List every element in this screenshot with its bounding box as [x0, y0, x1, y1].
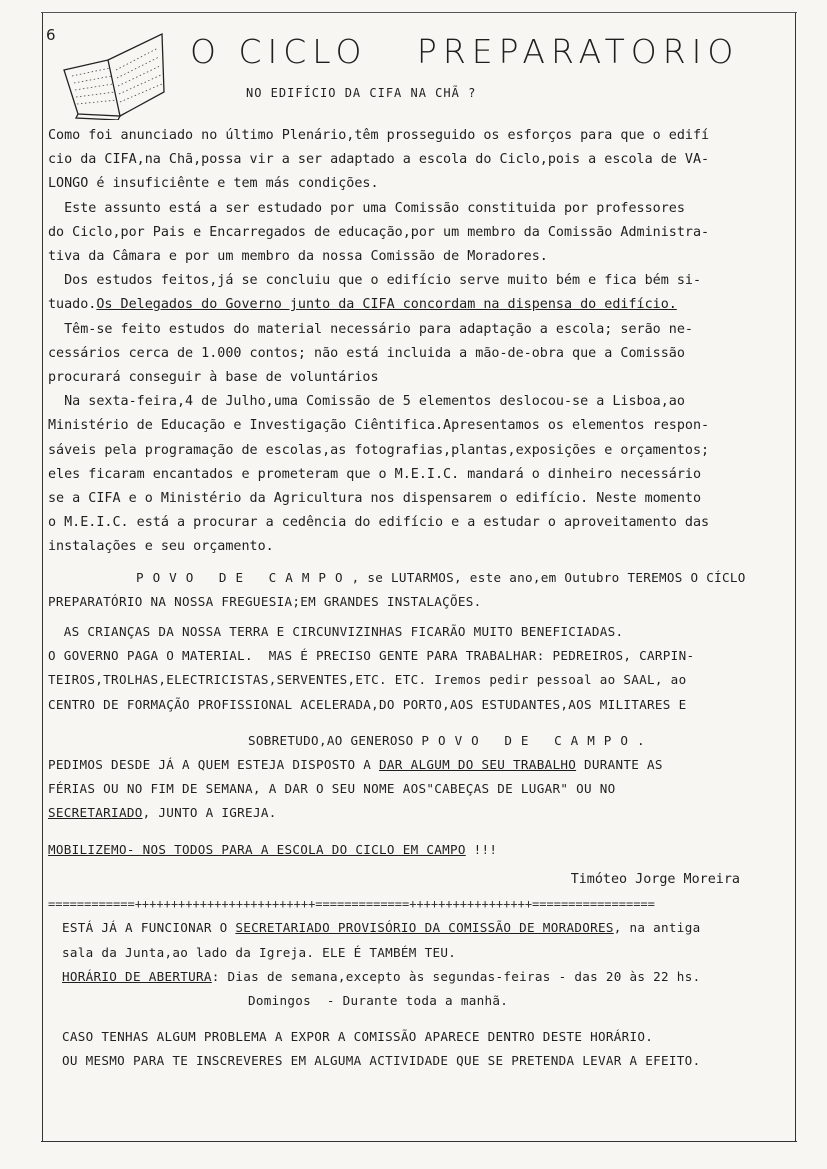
open-book-icon [60, 30, 170, 120]
notice-hours [48, 965, 798, 989]
para3-line: Dos estudos feitos,já se concluiu que o edifício serve muito bém e fica bém si- [48, 273, 702, 289]
para5-line: instalações e seu orçamento. [48, 539, 274, 555]
para5-line: eles ficaram encantados e prometeram que o M.E.I.C. mandará o dinheiro necessário [48, 466, 702, 482]
para8-line [48, 729, 798, 753]
text-span: SOBRETUDO,AO GENEROSO [248, 732, 422, 748]
article-body [48, 124, 798, 1074]
para4-line: cessários cerca de 1.000 contos; não está incluida a mão-de-obra que a Comissão [48, 345, 685, 361]
notice-line [48, 916, 798, 940]
signature: Timóteo Jorge Moreira [570, 871, 740, 887]
para8-line [48, 801, 798, 825]
page-number: 6 [46, 26, 56, 44]
para7-line: AS CRIANÇAS DA NOSSA TERRA E CIRCUNVIZINHAS FICARÃO MUITO BENEFICIADAS. [48, 624, 624, 640]
para7-line: TEIROS,TROLHAS,ELECTRICISTAS,SERVENTES,ETC. ETC. Iremos pedir pessoal ao SAAL, ao [48, 672, 687, 688]
para2-line: do Ciclo,por Pais e Encarregados de educação,por um membro da Comissão Administra- [48, 224, 710, 240]
para1-line: LONGO é insuficiênte e tem más condições. [48, 176, 379, 192]
para6-line: PREPARATÓRIO NA NOSSA FREGUESIA;EM GRANDES INSTALAÇÕES. [48, 593, 482, 609]
para2-line: tiva da Câmara e por um membro da nossa Comissão de Moradores. [48, 249, 548, 265]
povo-de-campo: POVO DE CAMPO [136, 569, 352, 585]
underlined-text: DAR ALGUM DO SEU TRABALHO [379, 757, 577, 773]
para2-line: Este assunto está a ser estudado por uma Comissão constituida por professores [48, 200, 685, 216]
divider-line: ============+++++++++++++++++++++++++=============+++++++++++++++++================= [48, 897, 655, 912]
para5-line: Ministério de Educação e Investigação Ciêntifica.Apresentamos os elementos respon- [48, 418, 710, 434]
text-span: , JUNTO A IGREJA. [142, 805, 277, 821]
para8-line [48, 753, 798, 777]
underlined-text: MOBILIZEMO- NOS TODOS PARA A ESCOLA DO CICLO EM CAMPO [48, 841, 466, 857]
text-span: , se LUTARMOS, este ano,em Outubro TEREMOS O CÍCLO [351, 569, 746, 585]
text-span: tuado. [48, 297, 97, 313]
page-subtitle: NO EDIFÍCIO DA CIFA NA CHÃ ? [246, 86, 477, 100]
para4-line: procurará conseguir à base de voluntários [48, 370, 379, 386]
mobilize-line [48, 838, 798, 862]
povo-de-campo: POVO DE CAMPO. [421, 732, 654, 748]
text-span: , na antiga [613, 920, 701, 936]
para4-line: Têm-se feito estudos do material necessário para adaptação a escola; serão ne- [48, 321, 693, 337]
para6-line [48, 566, 798, 590]
underlined-text: Os Delegados do Governo junto da CIFA concordam na dispensa do edifício. [96, 297, 677, 313]
para3-line [48, 293, 798, 317]
closing-line: CASO TENHAS ALGUM PROBLEMA A EXPOR A COMISSÃO APARECE DENTRO DESTE HORÁRIO. [62, 1029, 654, 1045]
para5-line: sáveis pela programação de escolas,as fotografias,plantas,exposições e orçamentos; [48, 442, 710, 458]
para1-line: cio da CIFA,na Chã,possa vir a ser adaptado a escola do Ciclo,pois a escola de VA- [48, 152, 710, 168]
para5-line: se a CIFA e o Ministério da Agricultura nos dispensarem o edifício. Neste momento [48, 491, 702, 507]
para5-line: o M.E.I.C. está a procurar a cedência do edifício e a estudar o aproveitamento das [48, 515, 710, 531]
para8-line: FÉRIAS OU NO FIM DE SEMANA, A DAR O SEU NOME AOS"CABEÇAS DE LUGAR" OU NO [48, 781, 616, 797]
text-span: : Dias de semana,excepto às segundas-feiras - das 20 às 22 hs. [211, 968, 701, 984]
text-span: ESTÁ JÁ A FUNCIONAR O [62, 920, 236, 936]
text-span: !!! [465, 841, 498, 857]
text-span: PEDIMOS DESDE JÁ A QUEM ESTEJA DISPOSTO A [48, 757, 380, 773]
underlined-text: HORÁRIO DE ABERTURA [62, 968, 212, 984]
text-span: DURANTE AS [576, 757, 663, 773]
para7-line: O GOVERNO PAGA O MATERIAL. MAS É PRECISO GENTE PARA TRABALHAR: PEDREIROS, CARPIN- [48, 648, 695, 664]
underlined-text: SECRETARIADO [48, 805, 143, 821]
underlined-text: SECRETARIADO PROVISÓRIO DA COMISSÃO DE MORADORES [235, 920, 614, 936]
notice-line: sala da Junta,ao lado da Igreja. ELE É TAMBÉM TEU. [62, 944, 457, 960]
para5-line: Na sexta-feira,4 de Julho,uma Comissão de 5 elementos deslocou-se a Lisboa,ao [48, 394, 685, 410]
text-span: Domingos - Durante toda a manhã. [248, 992, 509, 1008]
notice-hours [48, 989, 798, 1013]
closing-line: OU MESMO PARA TE INSCREVERES EM ALGUMA ACTIVIDADE QUE SE PRETENDA LEVAR A EFEITO. [62, 1053, 701, 1069]
para7-line: CENTRO DE FORMAÇÃO PROFISSIONAL ACELERADA,DO PORTO,AOS ESTUDANTES,AOS MILITARES E [48, 696, 687, 712]
para1-line: Como foi anunciado no último Plenário,têm prosseguido os esforços para que o edifí [48, 128, 710, 143]
page-title: O CICLO PREPARATORIO [190, 32, 740, 71]
